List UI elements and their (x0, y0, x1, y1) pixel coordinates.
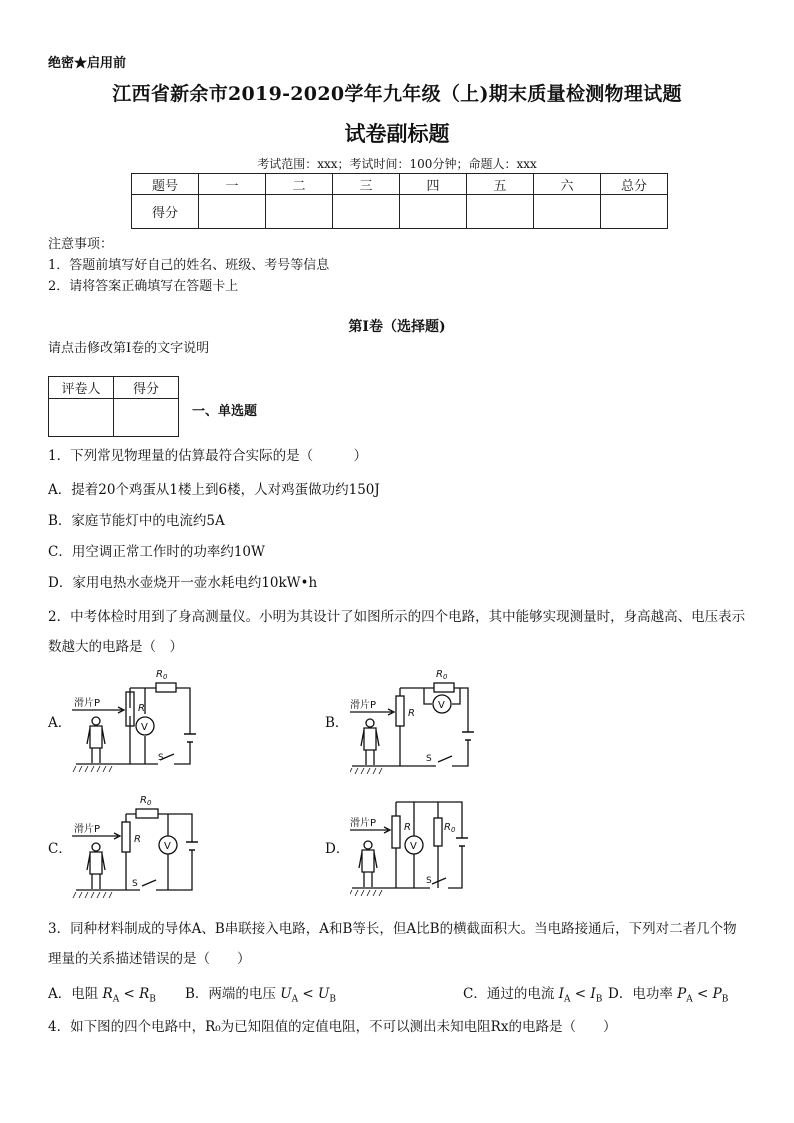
question-1-option-a[interactable]: A．提着20个鸡蛋从1楼上到6楼，人对鸡蛋做功约150J (48, 482, 380, 498)
score-input-cell[interactable] (467, 195, 534, 229)
score-header-cell: 三 (333, 174, 400, 195)
question-2-label-c[interactable]: C． (48, 841, 72, 857)
svg-text:S: S (132, 879, 138, 889)
question-3-stem: 3．同种材料制成的导体A、B串联接入电路，A和B等长，但A比B的横截面积大。当电路接通后，下列对二者几个物理量的关系描述错误的是（ ） (48, 921, 737, 967)
question-1-stem: 1．下列常见物理量的估算最符合实际的是（ ） (48, 448, 368, 464)
svg-text:R: R (134, 834, 141, 845)
question-2-label-a[interactable]: A． (48, 715, 72, 731)
notes-item: 2．请将答案正确填写在答题卡上 (48, 279, 239, 294)
exam-title: 江西省新余市2019-2020学年九年级（上)期末质量检测物理试题 (112, 83, 682, 105)
svg-text:V: V (141, 722, 148, 733)
score-header-cell: 一 (199, 174, 266, 195)
svg-text:滑片P: 滑片P (350, 700, 377, 711)
math-expression: $R_A < R_B$ (102, 986, 156, 1005)
circuit-diagram-d (350, 792, 490, 902)
option-text: D．电功率 (608, 986, 673, 1002)
score-input-cell[interactable] (534, 195, 601, 229)
svg-text:V: V (438, 700, 445, 711)
score-label-cell: 得分 (132, 195, 199, 229)
circuit-diagram-a (72, 666, 212, 776)
svg-text:R: R (404, 822, 411, 833)
grader-input-cell[interactable] (114, 399, 179, 437)
option-text: B．两端的电压 (185, 986, 276, 1002)
math-expression: $U_A < U_B$ (280, 986, 337, 1005)
circuit-diagram-b (350, 666, 490, 776)
notes-heading: 注意事项： (48, 237, 114, 252)
score-input-cell[interactable] (199, 195, 266, 229)
svg-text:V: V (410, 841, 417, 852)
grader-table (48, 376, 179, 437)
score-header-cell: 六 (534, 174, 601, 195)
score-header-cell: 四 (400, 174, 467, 195)
question-1-option-c[interactable]: C．用空调正常工作时的功率约10W (48, 544, 265, 560)
option-text: A．电阻 (48, 986, 99, 1002)
notes (48, 234, 329, 297)
question-3-option-d[interactable] (608, 982, 728, 1005)
question-3-option-c[interactable] (463, 982, 602, 1005)
question-3-option-b[interactable] (185, 982, 336, 1005)
svg-text:V: V (164, 841, 171, 852)
score-table (131, 173, 668, 229)
score-input-cell[interactable] (601, 195, 668, 229)
svg-text:S: S (158, 753, 164, 763)
grader-header: 评卷人 (49, 377, 114, 399)
confidential-mark: 绝密★启用前 (48, 56, 127, 71)
grader-header: 得分 (114, 377, 179, 399)
r0-label: $R_0$ (444, 822, 456, 834)
r0-label: $R_0$ (140, 795, 152, 807)
circuit-diagram-c (72, 792, 212, 902)
svg-text:S: S (426, 876, 432, 886)
score-header-cell: 总分 (601, 174, 668, 195)
svg-text:滑片P: 滑片P (350, 818, 377, 829)
svg-text:滑片P: 滑片P (74, 824, 101, 835)
section-heading: 一、单选题 (192, 404, 258, 419)
option-text: C．通过的电流 (463, 986, 555, 1002)
score-input-cell[interactable] (333, 195, 400, 229)
r0-label: $R_0$ (436, 669, 448, 681)
score-header-cell: 五 (467, 174, 534, 195)
notes-item: 1．答题前填写好自己的姓名、班级、考号等信息 (48, 258, 330, 273)
svg-text:R: R (138, 703, 145, 714)
svg-text:S: S (426, 754, 432, 764)
math-expression: $P_A < P_B$ (677, 986, 729, 1005)
score-input-cell[interactable] (266, 195, 333, 229)
svg-text:滑片P: 滑片P (74, 698, 101, 709)
question-2-stem: 2．中考体检时用到了身高测量仪。小明为其设计了如图所示的四个电路，其中能够实现测量时，身高越高、电压表示数越大的电路是（ ） (48, 609, 746, 655)
score-header-cell: 题号 (132, 174, 199, 195)
question-1-option-d[interactable]: D．家用电热水壶烧开一壶水耗电约10kW•h (48, 575, 318, 591)
part-description[interactable]: 请点击修改第I卷的文字说明 (48, 341, 210, 356)
exam-info: 考试范围：xxx；考试时间：100分钟；命题人：xxx (257, 157, 537, 171)
score-input-cell[interactable] (400, 195, 467, 229)
grader-input-cell[interactable] (49, 399, 114, 437)
svg-text:R: R (408, 708, 415, 719)
question-3-option-a[interactable] (48, 982, 156, 1005)
score-header-cell: 二 (266, 174, 333, 195)
part-title: 第I卷（选择题) (348, 319, 446, 335)
math-expression: $I_A < I_B$ (558, 986, 603, 1005)
question-2-label-b[interactable]: B． (325, 715, 349, 731)
question-1-option-b[interactable]: B．家庭节能灯中的电流约5A (48, 513, 225, 529)
r0-label: $R_0$ (156, 669, 168, 681)
question-2-label-d[interactable]: D． (325, 841, 350, 857)
question-4-stem: 4．如下图的四个电路中，R₀为已知阻值的定值电阻，不可以测出未知电阻Rx的电路是（ ） (48, 1019, 617, 1035)
exam-subtitle: 试卷副标题 (344, 121, 450, 146)
